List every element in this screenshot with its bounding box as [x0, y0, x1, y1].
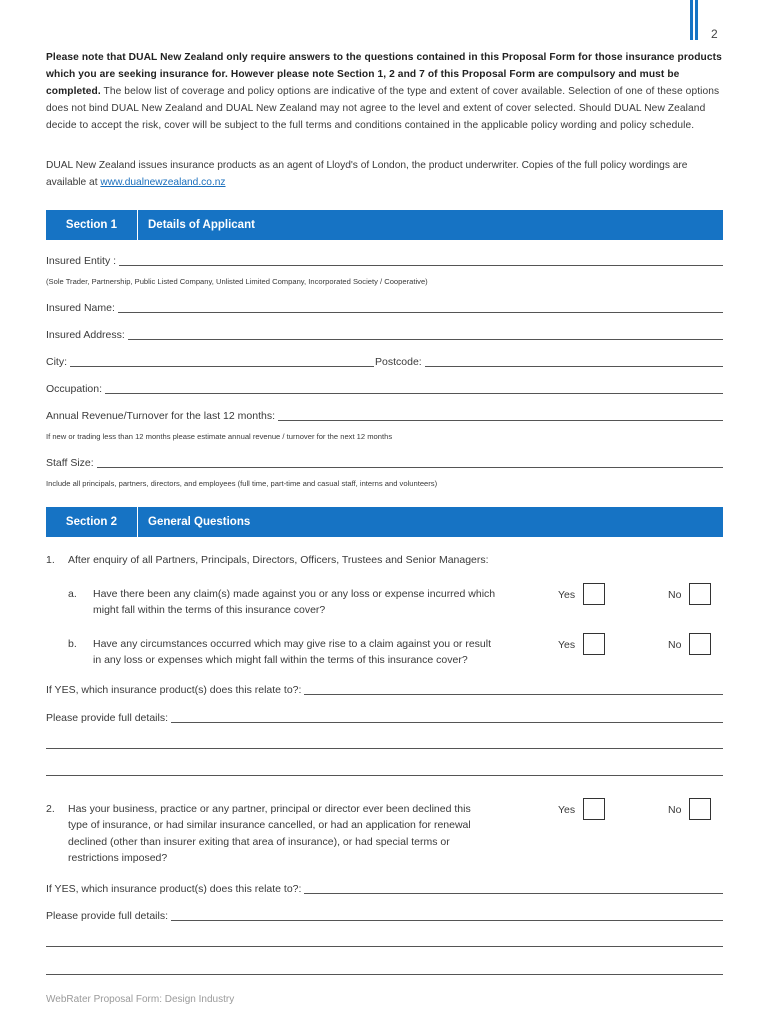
city-line[interactable] — [70, 366, 374, 367]
insured-entity-label: Insured Entity : — [46, 255, 117, 267]
q1a-no-checkbox[interactable] — [689, 583, 711, 605]
intro-bold-text: Please note that DUAL New Zealand only require answers to the questions contained in this Proposal Form for those insurance products which you are seeking insurance for. However please note Section 1, 2 and 7 of this Proposal Form are compulsory and must be completed. — [46, 52, 722, 97]
staff-size-label: Staff Size: — [46, 457, 94, 469]
section-divider — [137, 210, 138, 240]
occupation-field[interactable] — [46, 381, 723, 395]
section-2-number: Section 2 — [65, 516, 118, 528]
q2-details-blank-line[interactable] — [46, 946, 723, 947]
q1-product-label: If YES, which insurance product(s) does this relate to?: — [46, 684, 302, 696]
website-link[interactable]: www.dualnewzealand.co.nz — [100, 177, 226, 188]
q2-product-label: If YES, which insurance product(s) does this relate to?: — [46, 883, 302, 895]
q2-no-checkbox[interactable] — [689, 798, 711, 820]
question-2-line-2: type of insurance, or had similar insurance cancelled, or had an application for renewal — [68, 819, 471, 831]
q2-details-label: Please provide full details: — [46, 910, 168, 922]
q1b-yes-checkbox[interactable] — [583, 633, 605, 655]
question-1-text: After enquiry of all Partners, Principals, Directors, Officers, Trustees and Senior Managers: — [68, 554, 489, 566]
annual-revenue-field[interactable] — [46, 408, 723, 422]
q1a-yes-checkbox[interactable] — [583, 583, 605, 605]
annual-revenue-label: Annual Revenue/Turnover for the last 12 months: — [46, 410, 275, 422]
insured-address-line[interactable] — [128, 339, 723, 340]
insured-name-line[interactable] — [118, 312, 723, 313]
q1b-yes-label: Yes — [558, 639, 576, 651]
q1-details-blank-line[interactable] — [46, 775, 723, 776]
staff-size-note: Include all principals, partners, directors, and employees (full time, part-time and casual staff, interns and volunteers) — [46, 479, 438, 488]
section-1-number: Section 1 — [65, 219, 118, 231]
q1b-no-label: No — [668, 639, 682, 651]
annual-revenue-note: If new or trading less than 12 months please estimate annual revenue / turnover for the next 12 months — [46, 432, 393, 441]
footer-text: WebRater Proposal Form: Design Industry — [46, 994, 235, 1005]
q1b-no-checkbox[interactable] — [689, 633, 711, 655]
q1-details-label: Please provide full details: — [46, 712, 168, 724]
question-1a-line-1: Have there been any claim(s) made against you or any loss or expense incurred which — [93, 588, 496, 600]
insured-name-field[interactable] — [46, 300, 723, 314]
q1-product-line[interactable] — [304, 694, 723, 695]
q1-details-line[interactable] — [171, 722, 723, 723]
section-1-title: Details of Applicant — [148, 219, 255, 231]
question-2-line-3: declined (other than insurer exiting that area of insurance), or had special terms or — [68, 836, 450, 848]
staff-size-line[interactable] — [97, 467, 723, 468]
section-divider — [137, 507, 138, 537]
occupation-line[interactable] — [105, 393, 723, 394]
city-field[interactable] — [46, 354, 374, 368]
insured-entity-line[interactable] — [119, 265, 723, 266]
question-1b-line-2: in any loss or expenses which might fall within the terms of this insurance cover? — [93, 654, 468, 666]
intro-body-text: The below list of coverage and policy options are indicative of the type and extent of cover available. Selection of one of these options does not bind DUAL New Zealand and DUAL New Zealand may not agree to the level and extent of cover selected. Should DUAL New Zealand decide to accept the risk, cover will be subject to the full terms and conditions contained in the applicable policy wording and policy schedule. — [46, 86, 720, 131]
question-1b-line-1: Have any circumstances occurred which may give rise to a claim against you or result — [93, 638, 491, 650]
insured-name-label: Insured Name: — [46, 302, 115, 314]
section-2-header — [46, 507, 723, 537]
page-number: 2 — [711, 27, 718, 41]
postcode-label: Postcode: — [375, 356, 422, 368]
insured-entity-note: (Sole Trader, Partnership, Public Listed Company, Unlisted Limited Company, Incorporated Society / Cooperative) — [46, 277, 428, 286]
question-1a-letter: a. — [68, 588, 77, 600]
postcode-field[interactable] — [375, 354, 723, 368]
staff-size-field[interactable] — [46, 455, 723, 469]
q2-details-blank-line[interactable] — [46, 974, 723, 975]
q1-product-field[interactable] — [46, 682, 723, 696]
occupation-label: Occupation: — [46, 383, 103, 395]
q2-product-line[interactable] — [304, 893, 723, 894]
q2-no-label: No — [668, 804, 682, 816]
section-1-header — [46, 210, 723, 240]
insured-entity-field[interactable] — [46, 253, 723, 267]
postcode-line[interactable] — [425, 366, 723, 367]
q2-details-line[interactable] — [171, 920, 723, 921]
q2-yes-label: Yes — [558, 804, 576, 816]
question-2-line-4: restrictions imposed? — [68, 852, 168, 864]
insured-address-label: Insured Address: — [46, 329, 125, 341]
city-label: City: — [46, 356, 67, 368]
q2-details-field[interactable] — [46, 908, 723, 922]
intro-paragraph — [46, 49, 726, 134]
question-2-line-1: Has your business, practice or any partner, principal or director ever been declined this — [68, 803, 471, 815]
intro-para2-text: DUAL New Zealand issues insurance products as an agent of Lloyd's of London, the product underwriter. Copies of the full policy wordings are available at — [46, 160, 688, 188]
question-1a-line-2: might fall within the terms of this insurance cover? — [93, 604, 326, 616]
q2-product-field[interactable] — [46, 881, 723, 895]
q1a-no-label: No — [668, 589, 682, 601]
annual-revenue-line[interactable] — [278, 420, 723, 421]
intro-paragraph-2 — [46, 157, 726, 191]
q2-yes-checkbox[interactable] — [583, 798, 605, 820]
insured-address-field[interactable] — [46, 327, 723, 341]
question-1b-letter: b. — [68, 638, 77, 650]
q1a-yes-label: Yes — [558, 589, 576, 601]
q1-details-field[interactable] — [46, 710, 723, 724]
question-2-number: 2. — [46, 803, 55, 815]
page-marker — [690, 0, 699, 40]
section-2-title: General Questions — [148, 516, 251, 528]
question-1-number: 1. — [46, 554, 55, 566]
q1-details-blank-line[interactable] — [46, 748, 723, 749]
